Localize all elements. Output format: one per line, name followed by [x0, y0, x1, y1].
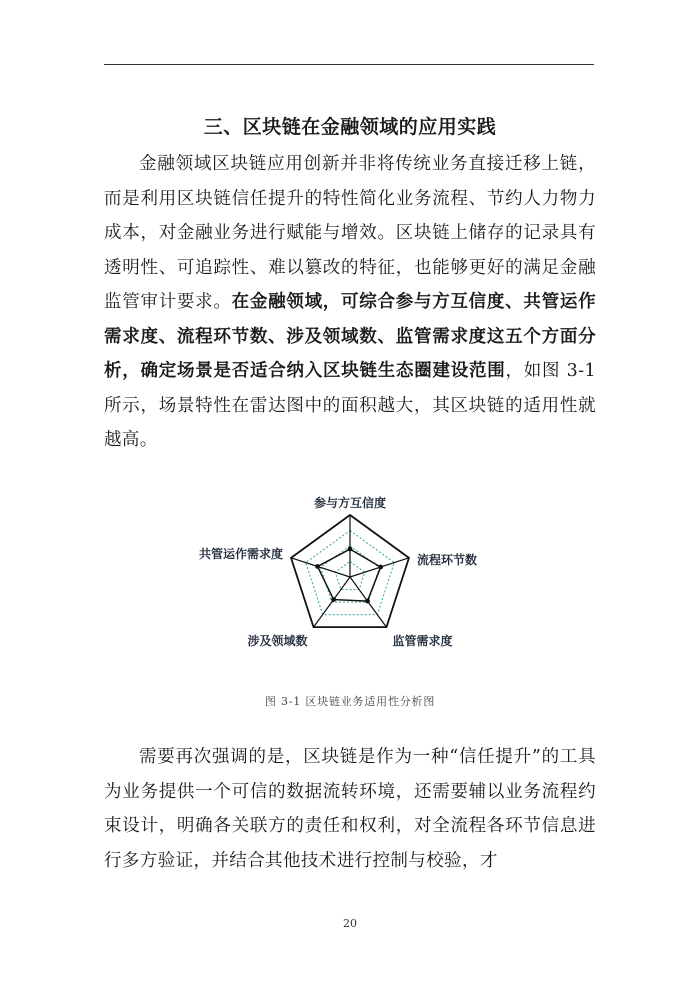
figure-caption: 图 3-1 区块链业务适用性分析图 — [264, 695, 436, 708]
paragraph-1-bold-text: 在金融领域，可综合参与方互信度、共管运作需求度、流程环节数、涉及领域数、监管需求度这五个方面分析，确定场景是否适合纳入区块链生态圈建设范围 — [104, 292, 596, 381]
paragraph-1-text-a: 金融领域区块链应用创新并非将传统业务直接迁移上链，而是利用区块链信任提升的特性简化业务流程、节约人力物力成本，对金融业务进行赋能与增效。区块链上储存的记录具有透明性、可追踪性、难以篡改的特征，也能够更好的满足金融监管审计要求。 — [104, 154, 596, 312]
paragraph-1-text-b: ，如图 3-1 所示，场景特性在雷达图中的面积越大，其区块链的适用性就越高。 — [104, 361, 596, 450]
radar-data-point — [365, 599, 370, 604]
section-title: 三、区块链在金融领域的应用实践 — [203, 116, 497, 138]
radar-data-point — [348, 547, 353, 552]
page-number: 20 — [343, 917, 357, 930]
radar-axis-label: 监管需求度 — [392, 634, 453, 649]
radar-axis-label: 流程环节数 — [416, 552, 477, 567]
radar-chart — [190, 488, 510, 663]
radar-axis-label: 涉及领域数 — [247, 634, 308, 649]
header-rule — [104, 64, 594, 65]
radar-data-point — [331, 597, 336, 602]
paragraph-2: 需要再次强调的是，区块链是作为一种“信任提升”的工具为业务提供一个可信的数据流转环境，还需要辅以业务流程约束设计，明确各关联方的责任和权利，对全流程各环节信息进行多方验证，并结合其他技术进行控制与校验，才 — [104, 747, 596, 871]
radar-axis-label: 共管运作需求度 — [199, 546, 284, 561]
paragraph-1 — [104, 147, 596, 458]
radar-data-point — [315, 564, 320, 569]
radar-data-point — [378, 565, 383, 570]
radar-axis-label: 参与方互信度 — [313, 496, 387, 510]
radar-series-polygon — [318, 549, 381, 601]
radar-chart-svg — [190, 488, 510, 663]
